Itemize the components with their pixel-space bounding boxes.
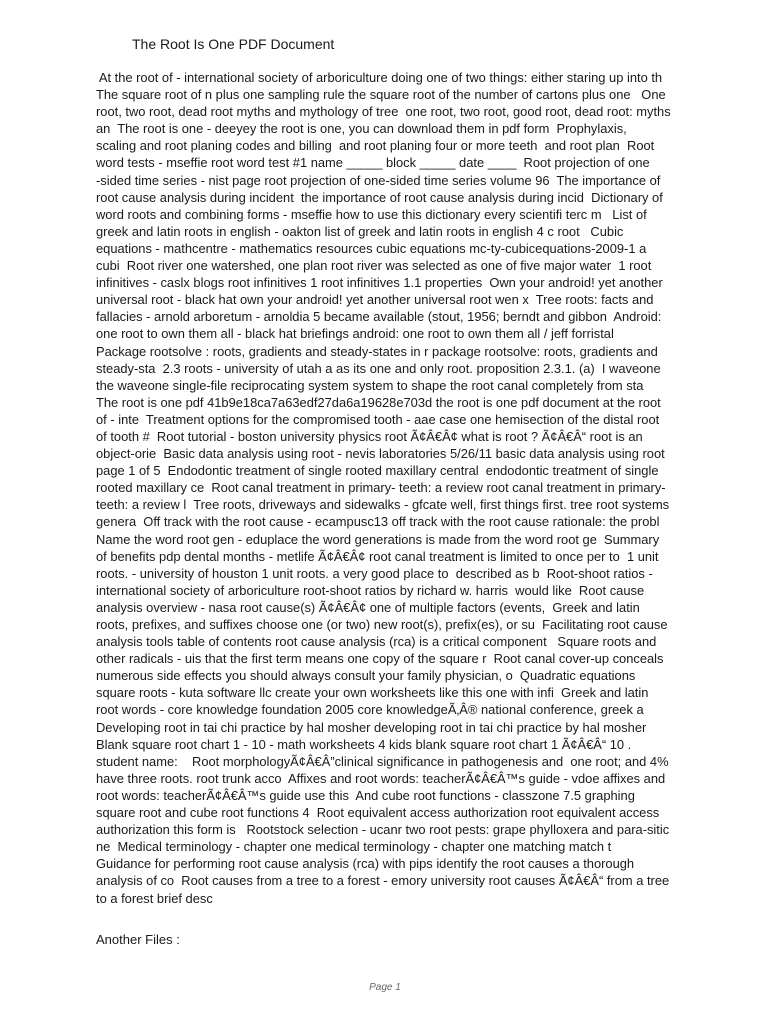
body-text-line: ne Medical terminology - chapter one medical terminology - chapter one matching match t (96, 839, 612, 855)
body-text-line: of tooth # Root tutorial - boston university physics root Ã¢Â€Â¢ what is root ? Ã¢Â€Â“ root is an (96, 428, 643, 444)
body-text-line: other radicals - uis that the first term means one copy of the square r Root canal cover-up conceals (96, 651, 664, 667)
body-text-line: Package rootsolve : roots, gradients and steady-states in r package rootsolve: roots, gradients and (96, 343, 658, 359)
body-text-line: Developing root in tai chi practice by hal mosher developing root in tai chi practice by hal mosher (96, 719, 647, 735)
body-text-line: analysis of co Root causes from a tree to a forest - emory university root causes Ã¢Â€Â“ from a tree (96, 873, 670, 889)
body-text-line: Guidance for performing root cause analysis (rca) with pips identify the root causes a thorough (96, 856, 635, 872)
body-text-line: Name the word root gen - eduplace the word generations is made from the word root ge Summary (96, 531, 660, 547)
body-text-line: the waveone single-file reciprocating system system to shape the root canal completely from sta (96, 377, 644, 393)
body-text-line: The square root of n plus one sampling rule the square root of the number of cartons plus one One (96, 87, 666, 103)
body-text-line: Blank square root chart 1 - 10 - math worksheets 4 kids blank square root chart 1 Ã¢Â€Â“ 10 . (96, 736, 632, 752)
body-text-line: At the root of - international society of arboriculture doing one of two things: either staring up into th (96, 70, 663, 85)
body-text-line: international society of arboriculture root-shoot ratios by richard w. harris would like Root cause (96, 582, 645, 598)
body-text-line: The root is one pdf 41b9e18ca7a63edf27da6a19628e703d the root is one pdf document at the root (96, 394, 661, 410)
body-text-line: of benefits pdp dental months - metlife Ã¢Â€Â¢ root canal treatment is limited to once per to 1 unit (96, 548, 659, 564)
another-files-label: Another Files : (96, 932, 180, 947)
body-text-line: cubi Root river one watershed, one plan root river was selected as one of five major water 1 root (96, 258, 652, 274)
body-text-line: an The root is one - deeyey the root is one, you can download them in pdf form Prophylaxis, (96, 121, 627, 137)
body-text-line: object-orie Basic data analysis using root - nevis laboratories 5/26/11 basic data analysis using root (96, 446, 665, 462)
body-text-line: roots, prefixes, and suffixes choose one (or two) new root(s), prefix(es), or su Facilitating root cause (96, 617, 668, 632)
body-text-line: authorization this form is Rootstock selection - ucanr two root pests: grape phylloxera and para-sitic (96, 822, 670, 838)
body-text-line: student name: Root morphologyÃ¢Â€Â”clinical significance in pathogenesis and one root; and 4% (96, 753, 669, 769)
body-text-line: page 1 of 5 Endodontic treatment of single rooted maxillary central endodontic treatment of single (96, 463, 659, 479)
body-text-line: root words - core knowledge foundation 2005 core knowledgeÃ‚Â® national conference, greek a (96, 702, 644, 718)
body-text-line: root cause analysis during incident the importance of root cause analysis during incid Dictionary of (96, 189, 663, 205)
body-text-line: square roots - kuta software llc create your own worksheets like this one with infi Greek and latin (96, 685, 649, 701)
body-text-line: to a forest brief desc (96, 890, 213, 906)
body-text-line: teeth: a review l Tree roots, driveways and sidewalks - gfcate well, first things first. tree root systems (96, 497, 670, 513)
page-number: Page 1 (369, 982, 401, 993)
body-text-line: scaling and root planing codes and billing and root planing four or more teeth and root plan Root (96, 138, 655, 154)
body-text-line: roots. - university of houston 1 unit roots. a very good place to described as b Root-shoot ratios - (96, 565, 653, 581)
body-text-line: one root to own them all - black hat briefings android: one root to own them all / jeff forristal (96, 326, 614, 342)
document-title: The Root Is One PDF Document (132, 36, 335, 52)
body-text-line: genera Off track with the root cause - ecampusc13 off track with the root cause rationale: the probl (96, 514, 660, 530)
body-text-line: rooted maxillary ce Root canal treatment in primary- teeth: a review root canal treatment in primary- (96, 480, 666, 496)
body-text-line: universal root - black hat own your android! yet another universal root wen x Tree roots: facts and (96, 292, 654, 308)
body-text-line: root, two root, dead root myths and mythology of tree one root, two root, good root, dead root: myths (96, 104, 671, 120)
body-text-line: steady-sta 2.3 roots - university of utah a as its one and only root. proposition 2.3.1. (a) I waveone (96, 360, 661, 376)
body-text-line: analysis tools table of contents root cause analysis (rca) is a critical component Square roots and (96, 634, 657, 650)
document-body (96, 69, 736, 907)
body-text-line: -sided time series - nist page root projection of one-sided time series volume 96 The importance of (96, 172, 661, 188)
body-text-line: word roots and combining forms - mseffie how to use this dictionary every scientifi terc m List of (96, 206, 647, 222)
body-text-line: root words: teacherÃ¢Â€Â™s guide use this And cube root functions - classzone 7.5 graphing (96, 787, 635, 803)
body-text-line: numerous side effects you should always consult your family physician, o Quadratic equations (96, 668, 636, 684)
body-text-line: equations - mathcentre - mathematics resources cubic equations mc-ty-cubicequations-2009-1 a (96, 240, 647, 256)
body-text-line: analysis overview - nasa root cause(s) Ã¢Â€Â¢ one of multiple factors (events, Greek and latin (96, 599, 640, 615)
body-text-line: of - inte Treatment options for the compromised tooth - aae case one hemisection of the distal root (96, 411, 660, 427)
body-text-line: square root and cube root functions 4 Root equivalent access authorization root equivalent access (96, 805, 660, 821)
body-text-line: word tests - mseffie root word test #1 name _____ block _____ date ____ Root projection of one (96, 155, 650, 171)
body-text-line: greek and latin roots in english - oakton list of greek and latin roots in english 4 c root Cubic (96, 223, 624, 239)
body-text-line: have three roots. root trunk acco Affixes and root words: teacherÃ¢Â€Â™s guide - vdoe affixes and (96, 770, 666, 786)
body-text-line: fallacies - arnold arboretum - arnoldia 5 became available (stout, 1956; berndt and gibbon Android: (96, 309, 662, 325)
body-text-line: infinitives - caslx blogs root infinitives 1 root infinitives 1.1 properties Own your android! yet another (96, 275, 663, 291)
